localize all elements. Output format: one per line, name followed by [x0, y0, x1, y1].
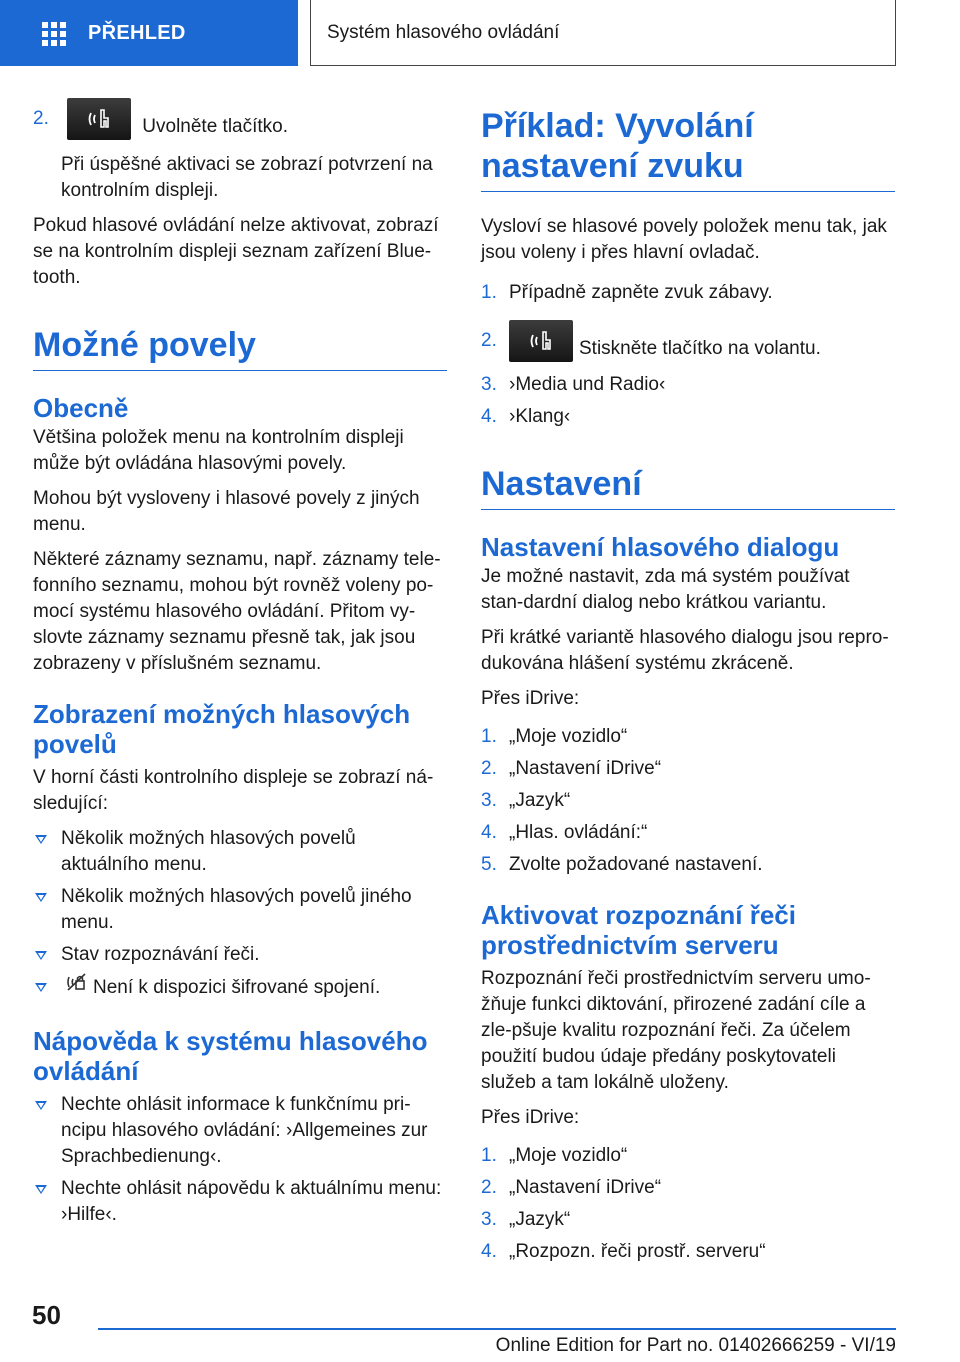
- display-commands-intro: V horní části kontrolního displeje se zobrazí ná-sledující:: [33, 767, 434, 814]
- step-text: ›Klang‹: [509, 406, 571, 427]
- list-item-text: Několik možných hlasových povelů aktuálního menu.: [61, 828, 356, 875]
- dialog-steps: [481, 724, 895, 878]
- no-encryption-icon: [65, 972, 87, 1000]
- bullet-triangle-icon: [35, 951, 47, 960]
- step-number: 3.: [481, 374, 497, 395]
- list-item: [481, 1175, 895, 1201]
- step-number: 1.: [481, 1145, 497, 1166]
- step-number: 1.: [481, 726, 497, 747]
- step-number: 3.: [481, 790, 497, 811]
- subheading-server-recognition: Aktivovat rozpoznání řeči prostřednictvím serveru: [481, 900, 796, 960]
- step-text: „Jazyk“: [509, 790, 571, 811]
- step-text: ›Media und Radio‹: [509, 374, 666, 395]
- list-item: [481, 404, 895, 430]
- list-item: [481, 1239, 895, 1265]
- step-number: 3.: [481, 1209, 497, 1230]
- display-commands-list: [33, 826, 447, 1002]
- step-number: 4.: [481, 1241, 497, 1262]
- bullet-triangle-icon: [35, 835, 47, 844]
- general-paragraph-1: Většina položek menu na kontrolním displeji může být ovládána hlasovými povely.: [33, 427, 404, 474]
- voice-button-icon: [509, 320, 573, 362]
- step-number: 2.: [481, 330, 497, 351]
- chapter-title: [310, 0, 896, 66]
- list-item: [481, 756, 895, 782]
- example-intro: Vysloví se hlasové povely položek menu tak, jak jsou voleny i přes hlavní ovladač.: [481, 216, 887, 263]
- section-heading-settings: Nastavení: [481, 464, 895, 510]
- step-text: Uvolněte tlačítko.: [142, 116, 289, 138]
- list-item: [481, 1207, 895, 1233]
- list-item: [33, 1176, 447, 1228]
- chapter-title-text: Systém hlasového ovládání: [327, 21, 560, 43]
- list-item-text: Nechte ohlásit nápovědu k aktuálnímu menu: ›Hilfe‹.: [61, 1178, 442, 1225]
- bluetooth-note: Pokud hlasové ovládání nelze aktivovat, zobrazí se na kontrolním displeji seznam zařízení Blue-tooth.: [33, 215, 439, 288]
- step-text: „Moje vozidlo“: [509, 1145, 628, 1166]
- overview-nav-label: PŘEHLED: [88, 21, 186, 44]
- list-item-text: Není k dispozici šifrované spojení.: [93, 977, 381, 999]
- step-text: „Jazyk“: [509, 1209, 571, 1230]
- subheading-general: Obecně: [33, 393, 129, 423]
- bullet-triangle-icon: [35, 1185, 47, 1194]
- subheading-dialog-settings: Nastavení hlasového dialogu: [481, 532, 840, 562]
- section-heading-possible-commands: Možné povely: [33, 325, 447, 371]
- activation-steps: [33, 106, 447, 148]
- general-paragraph-2: Mohou být vysloveny i hlasové povely z jiných menu.: [33, 488, 420, 535]
- page-number: 50: [32, 1300, 61, 1330]
- list-item-text: Stav rozpoznávání řeči.: [61, 944, 260, 965]
- list-item: [481, 820, 895, 846]
- footer-divider: [98, 1328, 896, 1330]
- step-text: „Rozpozn. řeči prostř. serveru“: [509, 1241, 766, 1262]
- subheading-help: Nápověda k systému hlasového ovládání: [33, 1026, 428, 1086]
- example-steps: [481, 280, 895, 430]
- list-item-text: Několik možných hlasových povelů jiného menu.: [61, 886, 412, 933]
- step-text: „Moje vozidlo“: [509, 726, 628, 747]
- general-paragraph-3: Některé záznamy seznamu, např. záznamy tele-fonního seznamu, mohou být rovněž voleny po-mocí systému hlasového ovládání. Přitom vy-slovte záznamy seznamu přesně tak, jak jsou zobrazeny v příslušném seznamu.: [33, 549, 441, 674]
- list-item: [33, 974, 447, 1002]
- server-steps: [481, 1143, 895, 1265]
- overview-nav-button[interactable]: [0, 0, 298, 66]
- step-number: 2.: [481, 758, 497, 779]
- list-item: [33, 884, 447, 936]
- bullet-triangle-icon: [35, 1101, 47, 1110]
- step-number: 2.: [481, 1177, 497, 1198]
- list-item: [481, 372, 895, 398]
- list-item: [481, 852, 895, 878]
- bullet-triangle-icon: [35, 983, 47, 992]
- server-paragraph: Rozpoznání řeči prostřednictvím serveru umo-žňuje funkci diktování, přirozené zadání cíle a zle-pšuje kvalitu rozpoznání řeči. Za účelem použití budou údaje předány poskytovateli služeb a tam lokálně uloženy.: [481, 968, 871, 1093]
- step-number: 5.: [481, 854, 497, 875]
- subheading-display-commands: Zobrazení možných hlasových povelů: [33, 699, 411, 759]
- section-heading-example: Příklad: Vyvolání nastavení zvuku: [481, 106, 895, 192]
- list-item: [481, 280, 895, 306]
- list-item: [33, 1092, 447, 1170]
- list-item: [33, 942, 447, 968]
- list-item: [33, 106, 447, 148]
- step-text: Zvolte požadované nastavení.: [509, 854, 763, 875]
- list-item-text: Nechte ohlásit informace k funkčnímu pri-ncipu hlasového ovládání: ›Allgemeines zur Sprachbedienung‹.: [61, 1094, 428, 1167]
- list-item: [481, 724, 895, 750]
- activation-confirmation-text: Při úspěšné aktivaci se zobrazí potvrzení na kontrolním displeji.: [61, 154, 433, 201]
- list-item: [481, 788, 895, 814]
- step-text: „Hlas. ovládání:“: [509, 822, 648, 843]
- dialog-via-idrive: Přes iDrive:: [481, 688, 580, 709]
- step-number: 4.: [481, 822, 497, 843]
- footer-edition: Online Edition for Part no. 01402666259 - VI/19: [495, 1335, 896, 1356]
- left-column: [33, 106, 447, 1237]
- step-number: 2.: [33, 108, 49, 129]
- dialog-paragraph-2: Při krátké variantě hlasového dialogu jsou repro-dukována hlášení systému zkráceně.: [481, 627, 889, 674]
- list-item: [481, 1143, 895, 1169]
- help-list: [33, 1092, 447, 1228]
- step-text: „Nastavení iDrive“: [509, 1177, 662, 1198]
- step-text: Případně zapněte zvuk zábavy.: [509, 282, 773, 303]
- dialog-paragraph-1: Je možné nastavit, zda má systém používat stan-dardní dialog nebo krátkou variantu.: [481, 566, 850, 613]
- grid-icon: [42, 22, 66, 44]
- server-via-idrive: Přes iDrive:: [481, 1107, 580, 1128]
- step-number: 1.: [481, 282, 497, 303]
- bullet-triangle-icon: [35, 893, 47, 902]
- right-column: [481, 106, 895, 1274]
- step-text: „Nastavení iDrive“: [509, 758, 662, 779]
- step-text: Stiskněte tlačítko na volantu.: [579, 338, 821, 360]
- list-item: [481, 328, 895, 370]
- voice-button-icon: [67, 98, 131, 140]
- step-number: 4.: [481, 406, 497, 427]
- list-item: [33, 826, 447, 878]
